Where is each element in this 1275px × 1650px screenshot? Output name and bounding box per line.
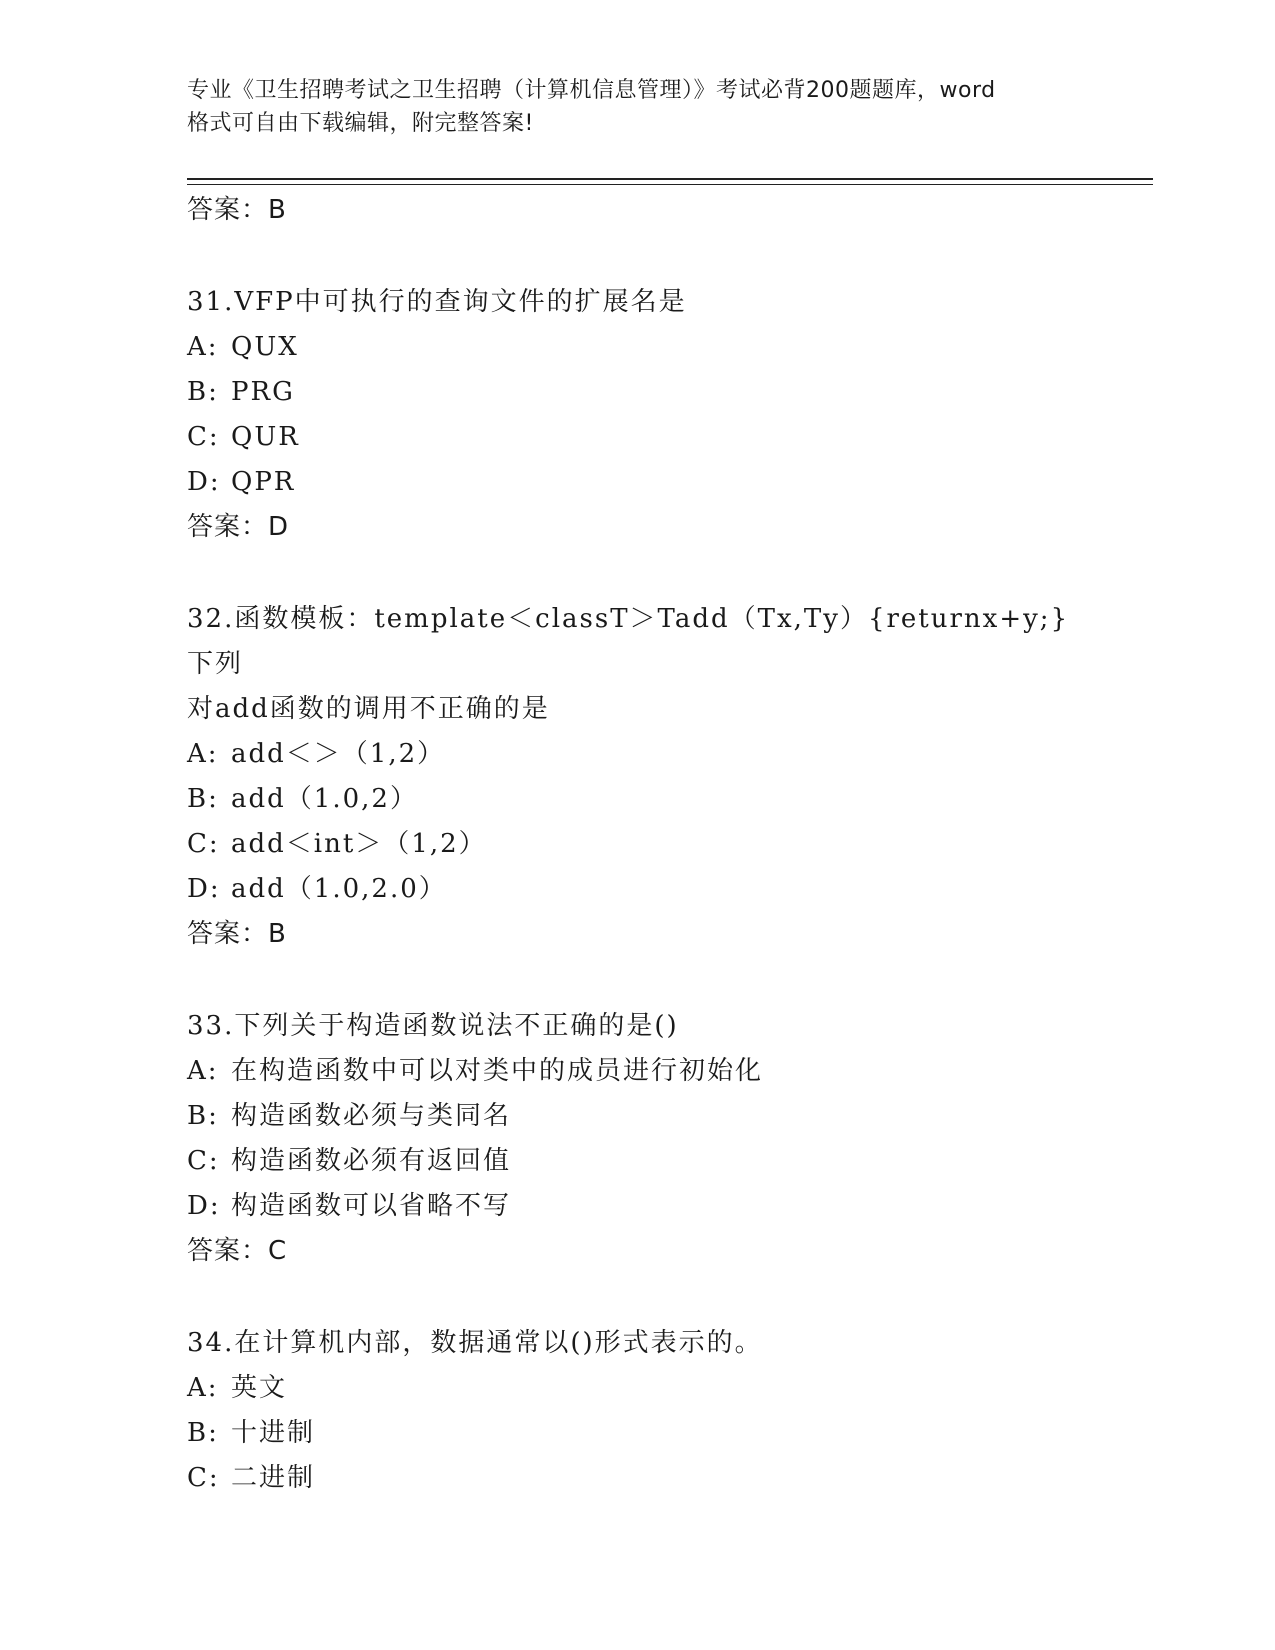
option-text: add＜int＞（1,2） (231, 829, 487, 859)
header-line-1: 专业《卫生招聘考试之卫生招聘（计算机信息管理）》考试必背200题题库，word (187, 78, 996, 103)
question-text: 33.下列关于构造函数说法不正确的是() (187, 1011, 679, 1041)
option-letter: C: (187, 1146, 220, 1176)
option-text: 十进制 (231, 1418, 316, 1448)
document-header (187, 74, 1087, 140)
option-letter: C: (187, 422, 220, 452)
option-text: 在构造函数中可以对类中的成员进行初始化 (231, 1056, 764, 1086)
question-34 (187, 1321, 1087, 1501)
answer: 答案：C (187, 1236, 288, 1266)
option-d (187, 460, 1087, 505)
option-b (187, 777, 1087, 822)
option-b (187, 1094, 1087, 1139)
question-32 (187, 597, 1087, 957)
option-text: 构造函数必须有返回值 (231, 1146, 512, 1176)
previous-answer: 答案：B (187, 195, 287, 225)
option-d (187, 867, 1087, 912)
option-c (187, 822, 1087, 867)
option-d (187, 1184, 1087, 1229)
question-text-line-2: 对add函数的调用不正确的是 (187, 694, 550, 724)
question-31 (187, 280, 1087, 550)
option-text: 二进制 (231, 1463, 316, 1493)
question-33 (187, 1004, 1087, 1274)
option-letter: B: (187, 1101, 219, 1131)
option-letter: D: (187, 467, 221, 497)
option-letter: C: (187, 829, 220, 859)
option-text: add（1.0,2.0） (231, 874, 447, 904)
option-letter: A: (187, 1056, 219, 1086)
option-letter: A: (187, 1373, 219, 1403)
question-text: 34.在计算机内部，数据通常以()形式表示的。 (187, 1328, 763, 1358)
option-text: QUX (231, 332, 299, 362)
option-letter: B: (187, 1418, 219, 1448)
option-a (187, 325, 1087, 370)
header-divider-thin (187, 184, 1153, 185)
option-letter: C: (187, 1463, 220, 1493)
header-divider-thick (187, 178, 1153, 180)
question-list (187, 188, 1087, 1501)
option-b (187, 1411, 1087, 1456)
option-text: 构造函数可以省略不写 (231, 1191, 512, 1221)
option-text: PRG (231, 377, 295, 407)
option-c (187, 1139, 1087, 1184)
option-a (187, 1049, 1087, 1094)
option-a (187, 1366, 1087, 1411)
option-text: QPR (231, 467, 296, 497)
option-letter: D: (187, 1191, 221, 1221)
option-c (187, 415, 1087, 460)
option-text: QUR (231, 422, 300, 452)
question-text: 31.VFP中可执行的查询文件的扩展名是 (187, 287, 687, 317)
option-text: add（1.0,2） (231, 784, 418, 814)
option-text: 英文 (231, 1373, 288, 1403)
option-letter: A: (187, 739, 219, 769)
option-letter: D: (187, 874, 221, 904)
header-line-2: 格式可自由下载编辑，附完整答案! (187, 111, 534, 136)
option-letter: A: (187, 332, 219, 362)
option-letter: B: (187, 784, 219, 814)
option-text: add＜＞（1,2） (231, 739, 446, 769)
option-letter: B: (187, 377, 219, 407)
answer: 答案：D (187, 512, 290, 542)
answer: 答案：B (187, 919, 287, 949)
option-c (187, 1456, 1087, 1501)
option-b (187, 370, 1087, 415)
option-text: 构造函数必须与类同名 (231, 1101, 512, 1131)
question-text-line-1: 32.函数模板：template＜classT＞Tadd（Tx,Ty）{returnx+y;}下列 (187, 604, 1070, 679)
option-a (187, 732, 1087, 777)
